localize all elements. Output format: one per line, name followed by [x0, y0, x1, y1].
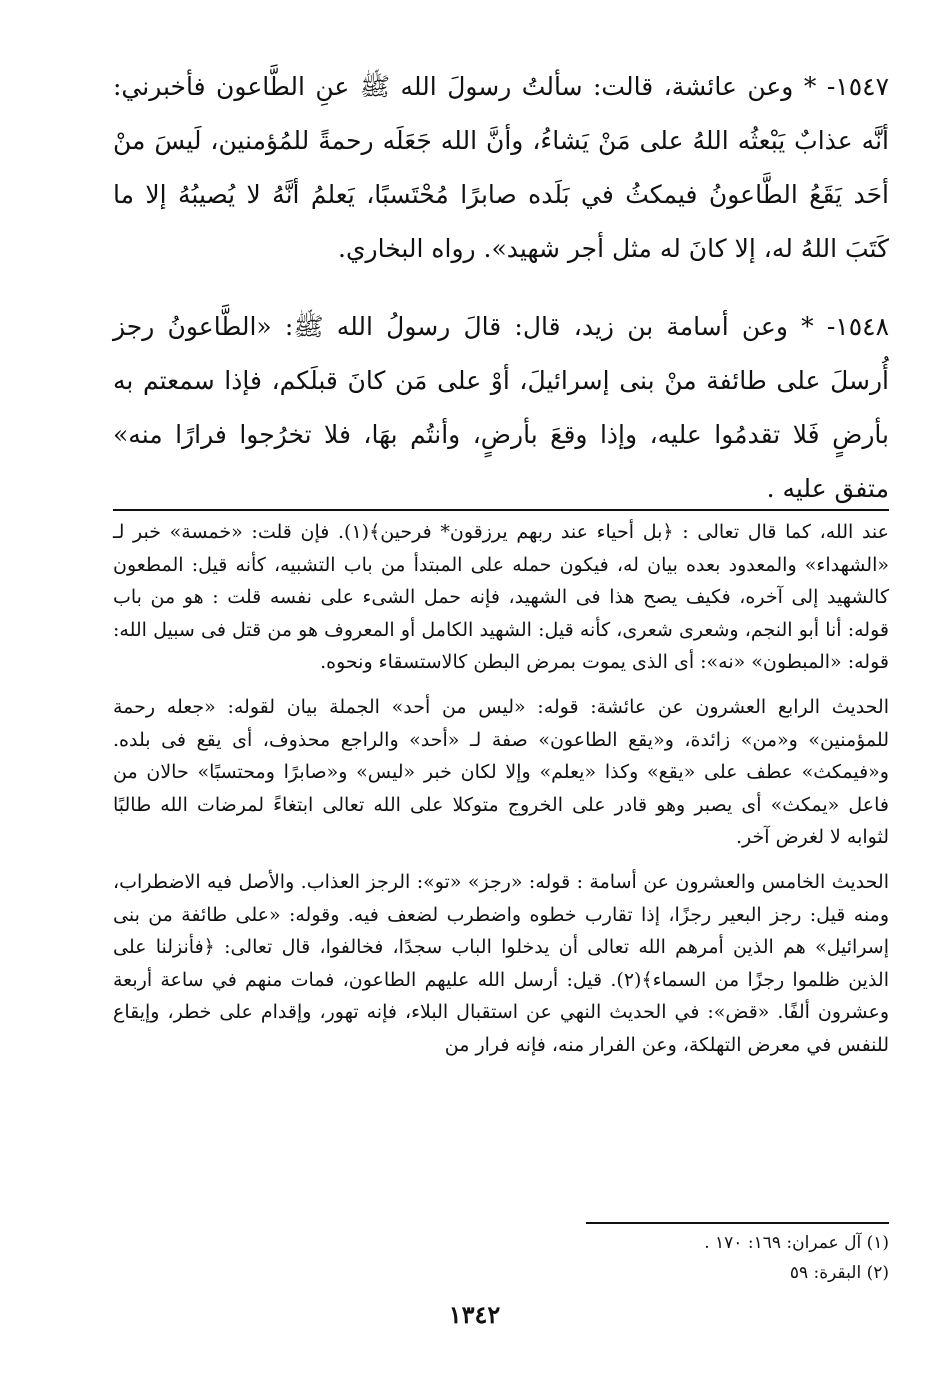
footnote-divider [586, 1222, 889, 1224]
section-divider [113, 509, 889, 511]
footnotes [586, 1228, 889, 1288]
hadith-text-block [113, 60, 889, 516]
commentary-paragraph: الحديث الرابع العشرون عن عائشة: قوله: «ليس من أحد» الجملة بيان لقوله: «جعله رحمة للمؤمنين» و«من» زائدة، و«يقع الطاعون» صفة لـ «أحد» والراجع محذوف، أى يقع فى بلده. و«فيمكث» عطف على «يقع» وكذا «يعلم» وإلا لكان خبر «ليس» و«صابرًا ومحتسبًا» حالان من فاعل «يمكث» أى يصبر وهو قادر على الخروج متوكلا على الله تعالى ابتغاءً لمرضات الله طالبًا لثوابه لا لغرض آخر. [113, 695, 889, 849]
hadith-1548: ١٥٤٨- * وعن أسامة بن زيد، قال: قالَ رسولُ الله ﷺ: «الطَّاعونُ رجز أُرسلَ على طائفة منْ بنى إسرائيلَ، أوْ على مَن كانَ قبلَكم، فإذا سمعتم به بأرضٍ فَلا تقدمُوا عليه، وإذا وقعَ بأرضٍ، وأنتُم بهَا، فلا تخرُجوا فرارًا منه» متفق عليه . [113, 312, 889, 503]
hadith-1547: ١٥٤٧- * وعن عائشة، قالت: سألتُ رسولَ الله ﷺ عنِ الطَّاعون فأخبرني: أنَّه عذابٌ يَبْعثُه اللهُ على مَنْ يَشاءُ، وأنَّ الله جَعَلَه رحمةً للمُؤمنين، لَيسَ منْ أحَد يَقَعُ الطَّاعونُ فيمكثُ في بَلَده صابرًا مُحْتَسبًا، يَعلمُ أنَّهُ لا يُصيبُهُ إلا ما كَتَبَ اللهُ له، إلا كانَ له مثل أجر شهيد». رواه البخاري. [113, 72, 889, 263]
footnote-1: (١) آل عمران: ١٦٩: ١٧٠ . [704, 1233, 889, 1253]
page-number: ١٣٤٢ [448, 1300, 501, 1329]
commentary-paragraph: الحديث الخامس والعشرون عن أسامة : قوله: «رجز» «تو»: الرجز العذاب. والأصل فيه الاضطراب، ومنه قيل: رجز البعير رجزًا، إذا تقارب خطوه واضطرب لضعف فيه. وقوله: «على طائفة من بنى إسرائيل» هم الذين أمرهم الله تعالى أن يدخلوا الباب سجدًا، فخالفوا، قال تعالى: ﴿فأنزلنا على الذين ظلموا رجزًا من السماء﴾(٢). قيل: أرسل الله عليهم الطاعون، فمات منهم في ساعة أربعة وعشرون ألفًا. «قض»: في الحديث النهي عن استقبال البلاء، فإنه تهور، وإقدام على خطر، وإيقاع للنفس في معرض التهلكة، وعن الفرار منه، فإنه فرار من [113, 870, 889, 1056]
commentary-block [113, 516, 889, 1074]
footnote-2: (٢) البقرة: ٥٩ [789, 1263, 889, 1283]
commentary-paragraph: عند الله، كما قال تعالى : ﴿بل أحياء عند ربهم يرزقون* فرحين﴾(١). فإن قلت: «خمسة» خبر لـ «الشهداء» والمعدود بعده بيان له، فيكون حمله على المبتدأ من باب التشبيه، كأنه قيل: المطعون كالشهيد إلى آخره، فكيف يصح هذا فى الشهيد، فإنه حمل الشىء على نفسه قلت : هو من باب قوله: أنا أبو النجم، وشعرى شعرى، كأنه قيل: الشهيد الكامل أو المعروف هو من قتل فى سبيل الله: قوله: «المبطون» «نه»: أى الذى يموت بمرض البطن كالاستسقاء ونحوه. [113, 521, 889, 674]
